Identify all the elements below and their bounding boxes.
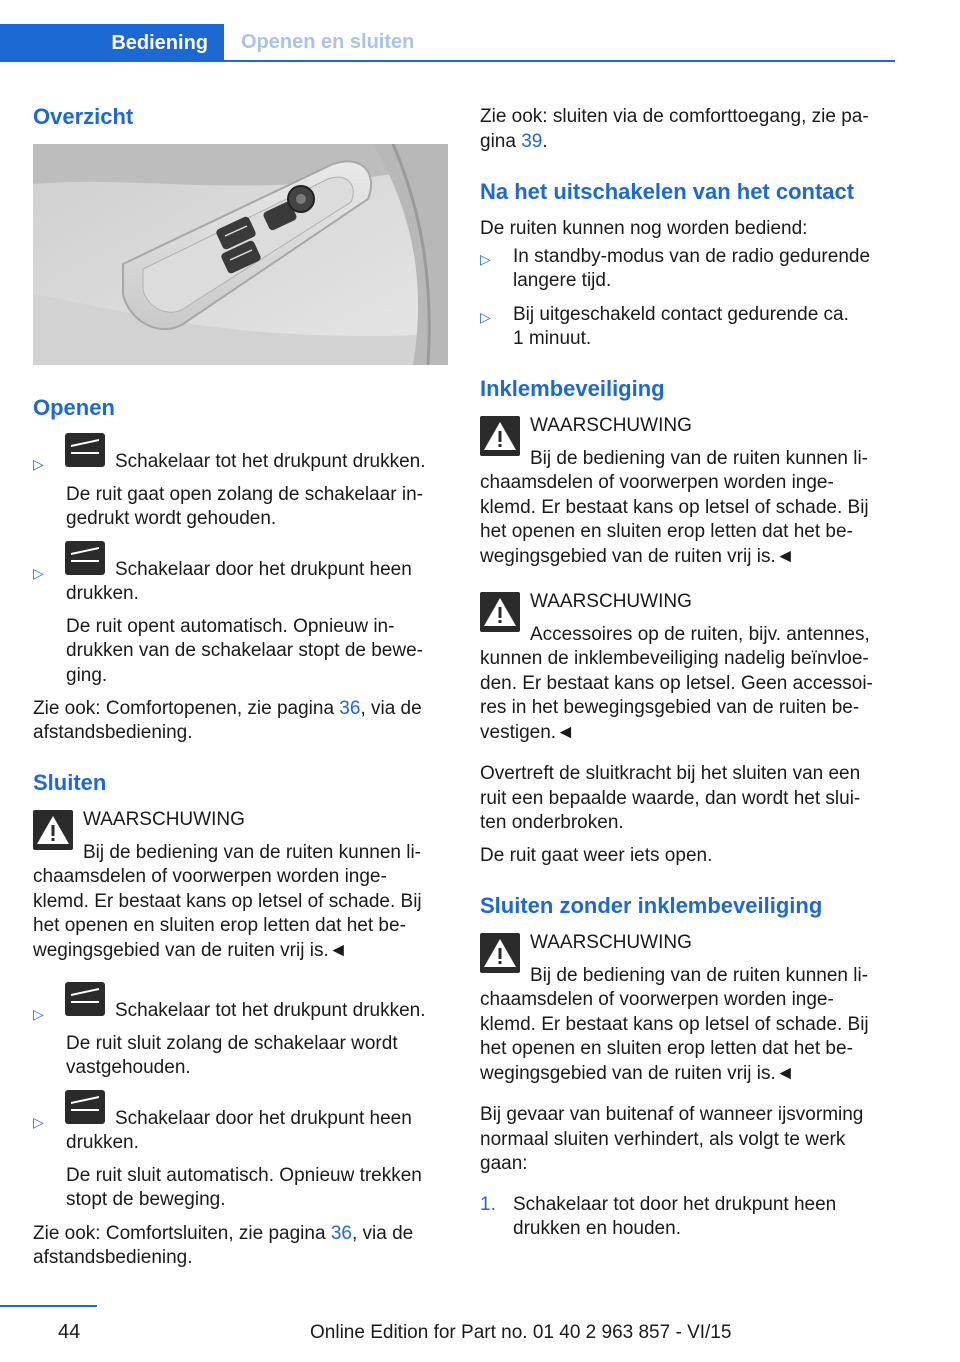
w3-line5: wegingsgebied van de ruiten vrij is.◄ bbox=[480, 1063, 795, 1084]
window-switch-icon bbox=[65, 433, 105, 467]
warning-title: WAARSCHUWING bbox=[83, 809, 245, 830]
step1-line1: Schakelaar tot door het drukpunt heen bbox=[513, 1194, 837, 1215]
page-link-39[interactable]: 39 bbox=[521, 131, 543, 152]
warn1-line4: het openen en sluiten erop letten dat het be- bbox=[33, 915, 406, 936]
close2-line4: stopt de beweging. bbox=[66, 1189, 226, 1210]
heading-openen: Openen bbox=[33, 395, 115, 420]
warning-title: WAARSCHUWING bbox=[530, 591, 692, 612]
bullet-icon: ▷ bbox=[33, 565, 44, 581]
w2-line1: Accessoires op de ruiten, bijv. antennes, bbox=[530, 624, 870, 645]
w3-line4: het openen en sluiten erop letten dat het be- bbox=[480, 1038, 853, 1059]
p2: De ruit gaat weer iets open. bbox=[480, 845, 713, 866]
p1-line2: ruit een bepaalde waarde, dan wordt het slui- bbox=[480, 788, 861, 809]
warning-icon bbox=[480, 592, 520, 632]
warn1-line3: klemd. Er bestaat kans op letsel of schade. Bij bbox=[33, 891, 422, 912]
header-rule bbox=[0, 60, 895, 62]
page-link-36[interactable]: 36 bbox=[330, 1223, 352, 1244]
tab-openen-en-sluiten[interactable]: Openen en sluiten bbox=[241, 30, 415, 53]
open-see-also-2: afstandsbediening. bbox=[33, 722, 193, 743]
close1-line2: De ruit sluit zolang de schakelaar wordt bbox=[66, 1033, 398, 1054]
step1-line2: drukken en houden. bbox=[513, 1218, 681, 1239]
w2-line3: den. Er bestaat kans op letsel. Geen accessoi- bbox=[480, 673, 873, 694]
tab-bediening[interactable]: Bediening bbox=[0, 24, 224, 62]
heading-sluiten-zonder: Sluiten zonder inklembeveiliging bbox=[480, 893, 823, 918]
close1-line1: Schakelaar tot het drukpunt drukken. bbox=[115, 1000, 426, 1021]
warning-title: WAARSCHUWING bbox=[530, 415, 692, 436]
heading-overzicht: Overzicht bbox=[33, 104, 134, 129]
open1-line2: De ruit gaat open zolang de schakelaar in- bbox=[66, 484, 424, 505]
open1-line3: gedrukt wordt gehouden. bbox=[66, 508, 277, 529]
w2-line4: res in het bewegingsgebied van de ruiten be- bbox=[480, 697, 860, 718]
close1-line3: vastgehouden. bbox=[66, 1057, 191, 1078]
w3-line2: chaamsdelen of voorwerpen worden inge- bbox=[480, 989, 834, 1010]
close2-line2: drukken. bbox=[66, 1132, 139, 1153]
close2-line1: Schakelaar door het drukpunt heen bbox=[115, 1108, 412, 1129]
window-switch-icon bbox=[65, 541, 105, 575]
na2-line1: Bij uitgeschakeld contact gedurende ca. bbox=[513, 304, 849, 325]
door-panel-illustration bbox=[33, 144, 448, 365]
heading-inklembeveiliging: Inklembeveiliging bbox=[480, 376, 665, 401]
page-number: 44 bbox=[58, 1321, 81, 1343]
bullet-icon: ▷ bbox=[33, 1006, 44, 1022]
warning-icon bbox=[480, 416, 520, 456]
open2-line2: drukken. bbox=[66, 583, 139, 604]
heading-na-uitschakelen: Na het uitschakelen van het contact bbox=[480, 179, 855, 204]
warning-title: WAARSCHUWING bbox=[530, 932, 692, 953]
warn1-line1: Bij de bediening van de ruiten kunnen li- bbox=[83, 842, 422, 863]
bullet-icon: ▷ bbox=[33, 1114, 44, 1130]
w3-line3: klemd. Er bestaat kans op letsel of schade. Bij bbox=[480, 1014, 869, 1035]
bullet-icon: ▷ bbox=[480, 251, 491, 267]
open2-line3: De ruit opent automatisch. Opnieuw in- bbox=[66, 616, 395, 637]
page-link-36[interactable]: 36 bbox=[339, 698, 361, 719]
open1-line1: Schakelaar tot het drukpunt drukken. bbox=[115, 451, 426, 472]
close-see-also: Zie ook: Comfortsluiten, zie pagina 36, via de bbox=[33, 1223, 414, 1244]
warn1-line2: chaamsdelen of voorwerpen worden inge- bbox=[33, 866, 387, 887]
open2-line1: Schakelaar door het drukpunt heen bbox=[115, 559, 412, 580]
w2-line5: vestigen.◄ bbox=[480, 722, 575, 743]
window-switch-icon bbox=[65, 1090, 105, 1124]
warning-icon bbox=[33, 810, 73, 850]
w1-line1: Bij de bediening van de ruiten kunnen li- bbox=[530, 448, 869, 469]
w1-line2: chaamsdelen of voorwerpen worden inge- bbox=[480, 472, 834, 493]
w1-line5: wegingsgebied van de ruiten vrij is.◄ bbox=[480, 546, 795, 567]
p3-line3: gaan: bbox=[480, 1153, 528, 1174]
open2-line5: ging. bbox=[66, 665, 108, 686]
step-number: 1. bbox=[480, 1194, 496, 1215]
w1-line3: klemd. Er bestaat kans op letsel of schade. Bij bbox=[480, 497, 869, 518]
heading-sluiten: Sluiten bbox=[33, 770, 107, 795]
bullet-icon: ▷ bbox=[33, 456, 44, 472]
see-comfort-line1: Zie ook: sluiten via de comforttoegang, zie pa- bbox=[480, 106, 869, 127]
warn1-line5: wegingsgebied van de ruiten vrij is.◄ bbox=[33, 940, 348, 961]
see-comfort-line2: gina 39. bbox=[480, 131, 548, 152]
p1-line1: Overtreft de sluitkracht bij het sluiten van een bbox=[480, 763, 861, 784]
footer-edition: Online Edition for Part no. 01 40 2 963 857 - VI/15 bbox=[310, 1322, 732, 1343]
w1-line4: het openen en sluiten erop letten dat het be- bbox=[480, 521, 853, 542]
page-header bbox=[0, 24, 895, 62]
footer-rule bbox=[0, 1305, 97, 1307]
open-see-also: Zie ook: Comfortopenen, zie pagina 36, via de bbox=[33, 698, 422, 719]
close2-line3: De ruit sluit automatisch. Opnieuw trekken bbox=[66, 1165, 422, 1186]
warning-icon bbox=[480, 933, 520, 973]
na1-line1: In standby-modus van de radio gedurende bbox=[513, 246, 871, 267]
w3-line1: Bij de bediening van de ruiten kunnen li- bbox=[530, 965, 869, 986]
p1-line3: ten onderbroken. bbox=[480, 812, 624, 833]
p3-line2: normaal sluiten verhindert, als volgt te werk bbox=[480, 1129, 846, 1150]
na2-line2: 1 minuut. bbox=[513, 328, 592, 349]
open2-line4: drukken van de schakelaar stopt de bewe- bbox=[66, 640, 423, 661]
bullet-icon: ▷ bbox=[480, 309, 491, 325]
p3-line1: Bij gevaar van buitenaf of wanneer ijsvorming bbox=[480, 1104, 864, 1125]
w2-line2: kunnen de inklembeveiliging nadelig beïnvloe- bbox=[480, 648, 869, 669]
na1-line2: langere tijd. bbox=[513, 270, 612, 291]
na-intro: De ruiten kunnen nog worden bediend: bbox=[480, 218, 808, 239]
window-switch-icon bbox=[65, 982, 105, 1016]
door-switch-photo bbox=[33, 144, 448, 365]
close-see-also-2: afstandsbediening. bbox=[33, 1247, 193, 1268]
